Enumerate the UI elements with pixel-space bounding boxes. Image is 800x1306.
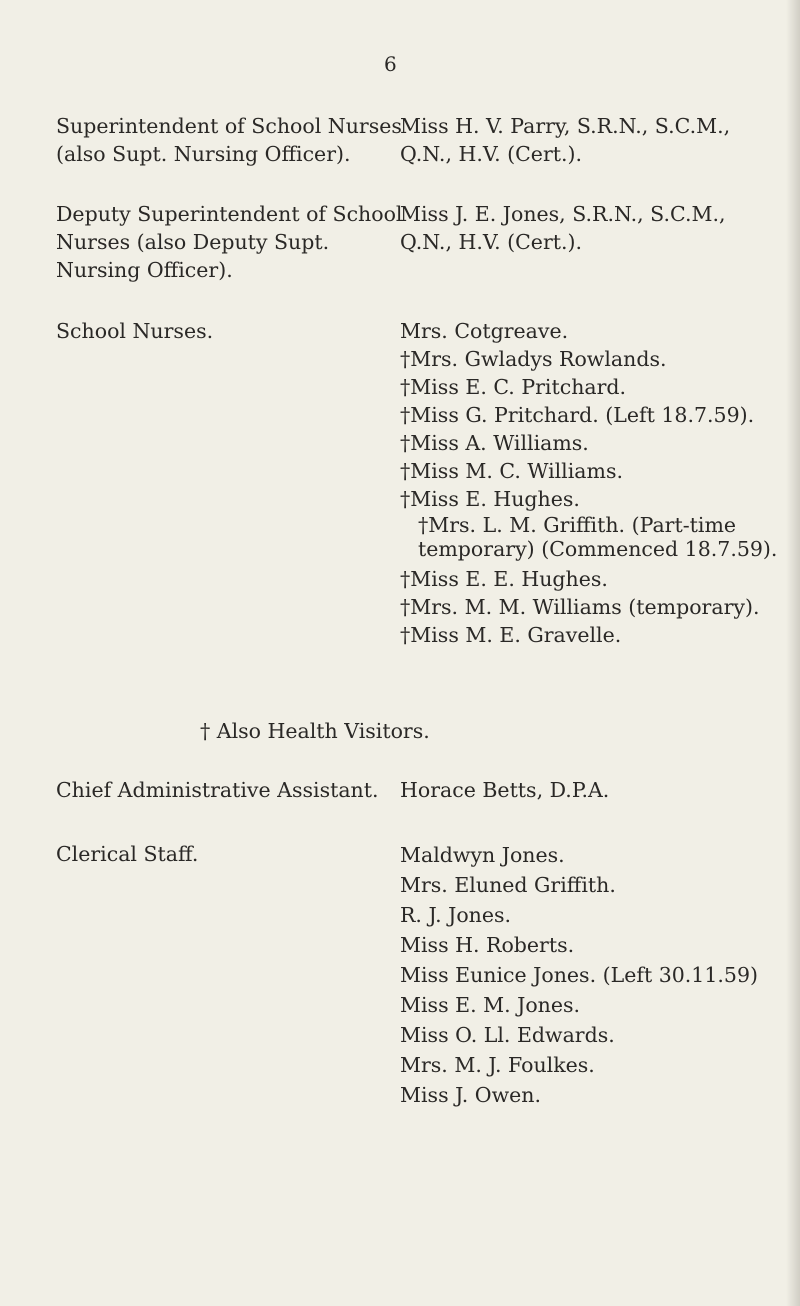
value-line: Miss H. V. Parry, S.R.N., S.C.M., [400, 114, 731, 138]
superintendent-name [400, 112, 790, 168]
list-item: †Mrs. Gwladys Rowlands. [400, 347, 667, 371]
list-item: Miss Eunice Jones. (Left 30.11.59) [400, 963, 758, 987]
list-item: †Miss E. Hughes. [400, 487, 580, 511]
clerical-label: Clerical Staff. [56, 842, 199, 866]
footnote: † Also Health Visitors. [200, 719, 430, 743]
school-nurses-list [400, 317, 790, 649]
clerical-list [400, 840, 790, 1110]
list-item: Mrs. Eluned Griffith. [400, 873, 616, 897]
list-item: Maldwyn Jones. [400, 843, 565, 867]
list-item: †Mrs. M. M. Williams (temporary). [400, 595, 760, 619]
label-line: Nurses (also Deputy Supt. [56, 230, 330, 254]
value-line: Miss J. E. Jones, S.R.N., S.C.M., [400, 202, 726, 226]
list-item: R. J. Jones. [400, 903, 512, 927]
list-item: Miss O. Ll. Edwards. [400, 1023, 615, 1047]
list-item: †Miss G. Pritchard. (Left 18.7.59). [400, 403, 755, 427]
deputy-label [56, 200, 403, 284]
deputy-name [400, 200, 790, 256]
list-item: Mrs. Cotgreave. [400, 319, 569, 343]
list-item: †Mrs. L. M. Griffith. (Part-time temporary) (Commenced 18.7.59). [418, 513, 778, 561]
value-line: Q.N., H.V. (Cert.). [400, 142, 583, 166]
school-nurses-label: School Nurses. [56, 319, 214, 343]
list-item: †Miss E. E. Hughes. [400, 567, 608, 591]
list-item: †Miss A. Williams. [400, 431, 589, 455]
page-number: 6 [384, 52, 397, 76]
list-item: †Miss M. C. Williams. [400, 459, 623, 483]
page-edge-shadow [786, 0, 800, 1306]
list-item: †Miss E. C. Pritchard. [400, 375, 627, 399]
chief-admin-name: Horace Betts, D.P.A. [400, 778, 610, 802]
list-item: Miss E. M. Jones. [400, 993, 581, 1017]
label-line: Nursing Officer). [56, 258, 233, 282]
list-item: Miss J. Owen. [400, 1083, 541, 1107]
list-item: Miss H. Roberts. [400, 933, 575, 957]
chief-admin-label: Chief Administrative Assistant. [56, 778, 379, 802]
list-item: Mrs. M. J. Foulkes. [400, 1053, 595, 1077]
superintendent-label [56, 112, 402, 168]
value-line: Q.N., H.V. (Cert.). [400, 230, 583, 254]
label-line: Deputy Superintendent of School [56, 202, 403, 226]
label-line: Superintendent of School Nurses [56, 114, 402, 138]
list-item: †Miss M. E. Gravelle. [400, 623, 622, 647]
label-line: (also Supt. Nursing Officer). [56, 142, 351, 166]
